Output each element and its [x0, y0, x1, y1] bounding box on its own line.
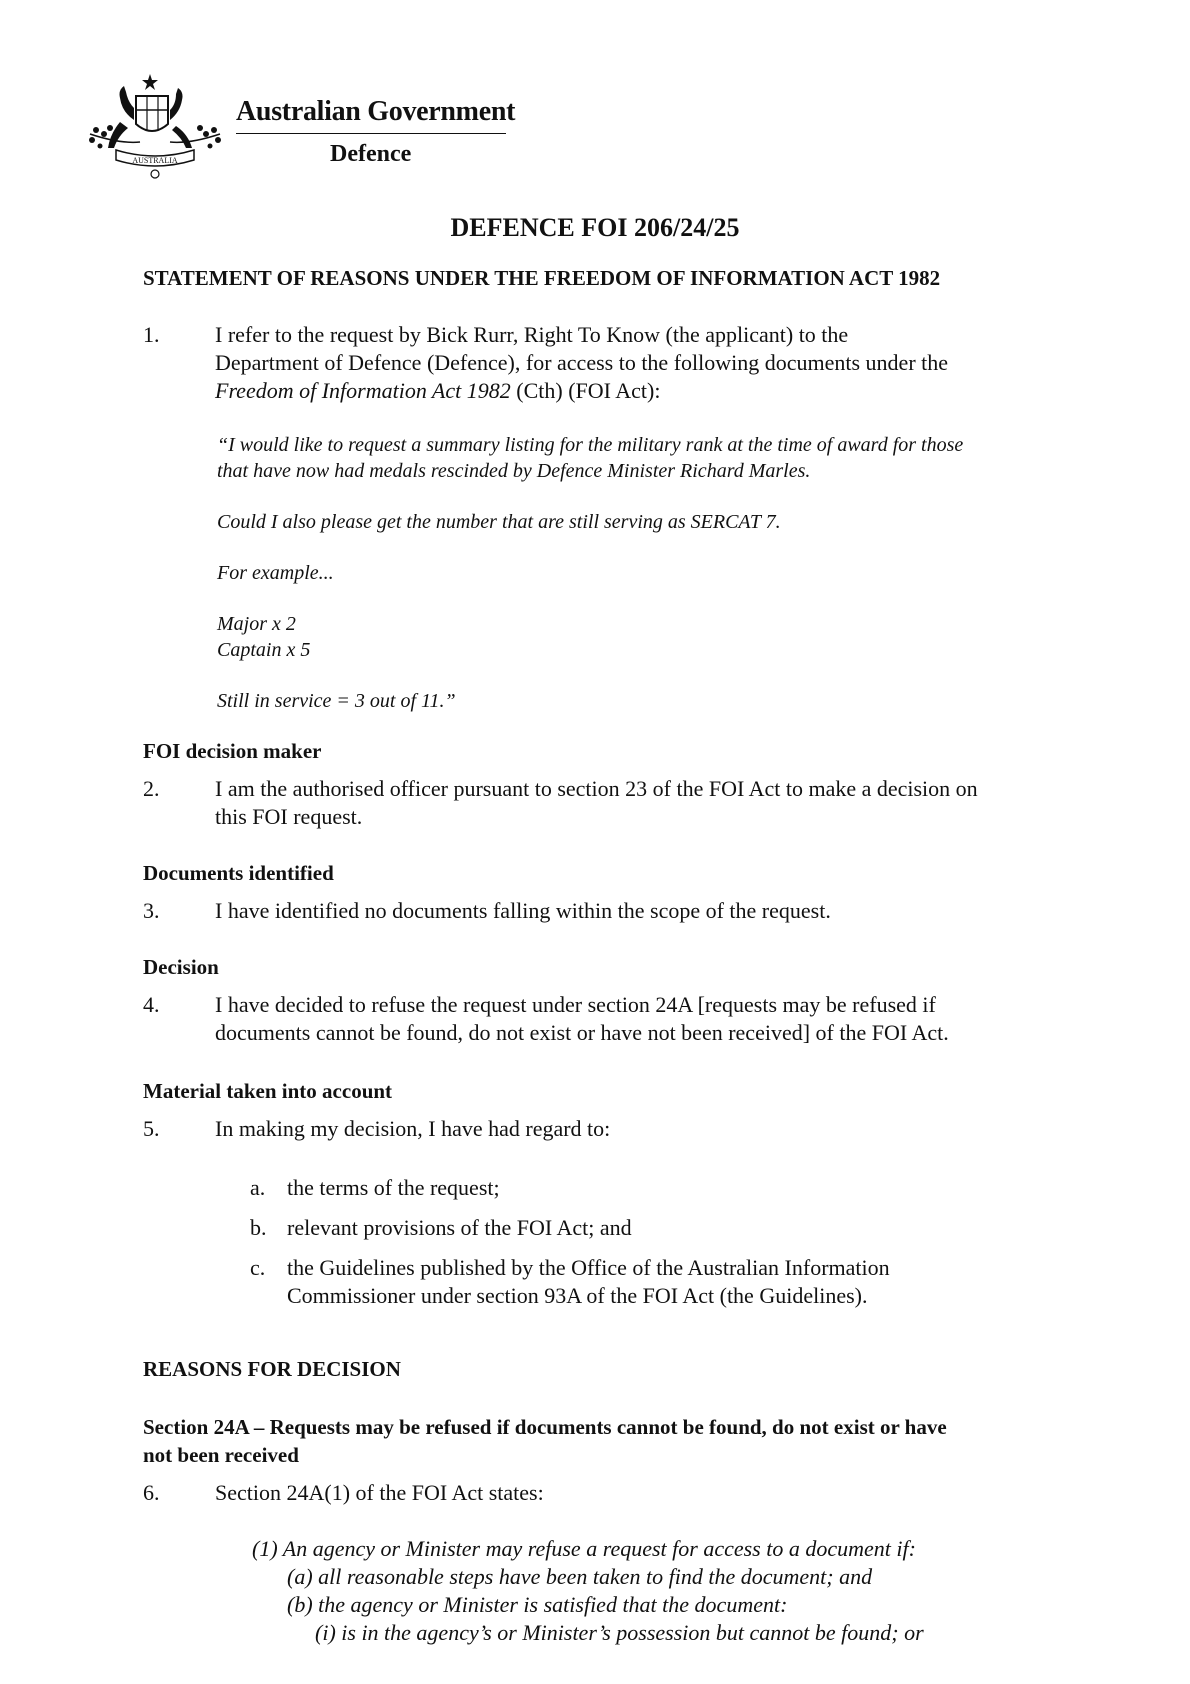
paragraph-line: I refer to the request by Bick Rurr, Right To Know (the applicant) to the [215, 322, 849, 347]
paragraph-number: 6. [143, 1480, 160, 1505]
paragraph-line: I have decided to refuse the request under section 24A [requests may be refused if [215, 992, 936, 1017]
paragraph-line: In making my decision, I have had regard to: [215, 1116, 611, 1141]
legislation-line: (1) An agency or Minister may refuse a request for access to a document if: [252, 1536, 916, 1561]
legislation-line: (a) all reasonable steps have been taken to find the document; and [287, 1564, 873, 1589]
quote-line: that have now had medals rescinded by Defence Minister Richard Marles. [217, 460, 811, 482]
section-heading: Material taken into account [143, 1079, 393, 1103]
list-item-letter: b. [250, 1215, 267, 1240]
quote-line: Still in service = 3 out of 11.” [217, 690, 456, 712]
paragraph-line [215, 377, 660, 405]
paragraph-line: I have identified no documents falling within the scope of the request. [215, 898, 831, 923]
paragraph-line: Section 24A(1) of the FOI Act states: [215, 1480, 544, 1505]
page-title: DEFENCE FOI 206/24/25 [450, 213, 740, 242]
act-title-suffix: (Cth) (FOI Act): [510, 378, 661, 403]
section-heading: Documents identified [143, 861, 334, 885]
government-name: Australian Government [236, 96, 516, 127]
section-heading: REASONS FOR DECISION [143, 1357, 401, 1381]
section-heading: not been received [143, 1443, 299, 1467]
coat-of-arms-icon [80, 72, 230, 180]
quote-line: Could I also please get the number that are still serving as SERCAT 7. [217, 511, 781, 533]
list-item: Commissioner under section 93A of the FOI Act (the Guidelines). [287, 1283, 868, 1308]
header-divider [236, 133, 506, 134]
legislation-line: (i) is in the agency’s or Minister’s possession but cannot be found; or [315, 1620, 924, 1645]
section-heading: Decision [143, 955, 219, 979]
legislation-line: (b) the agency or Minister is satisfied that the document: [287, 1592, 788, 1617]
paragraph-number: 4. [143, 992, 160, 1017]
paragraph-number: 1. [143, 322, 160, 347]
paragraph-number: 2. [143, 776, 160, 801]
department-name: Defence [330, 141, 412, 167]
list-item-letter: a. [250, 1175, 266, 1200]
list-item: the terms of the request; [287, 1175, 500, 1200]
section-heading: FOI decision maker [143, 739, 322, 763]
paragraph-line: documents cannot be found, do not exist or have not been received] of the FOI Act. [215, 1020, 949, 1045]
quote-line: Captain x 5 [217, 639, 311, 661]
section-heading: Section 24A – Requests may be refused if documents cannot be found, do not exist or have [143, 1415, 947, 1439]
paragraph-line: Department of Defence (Defence), for access to the following documents under the [215, 350, 949, 375]
quote-line: For example... [217, 562, 334, 584]
paragraph-number: 3. [143, 898, 160, 923]
page-subtitle: STATEMENT OF REASONS UNDER THE FREEDOM OF INFORMATION ACT 1982 [143, 266, 941, 290]
paragraph-line: I am the authorised officer pursuant to section 23 of the FOI Act to make a decision on [215, 776, 978, 801]
paragraph-number: 5. [143, 1116, 160, 1141]
list-item-letter: c. [250, 1255, 266, 1280]
paragraph-line: this FOI request. [215, 804, 363, 829]
quote-line: Major x 2 [217, 613, 296, 635]
act-title: Freedom of Information Act 1982 [215, 378, 511, 403]
crest-scroll-text: AUSTRALIA [132, 156, 178, 165]
quote-line: “I would like to request a summary listing for the military rank at the time of award for those [217, 434, 964, 456]
list-item: relevant provisions of the FOI Act; and [287, 1215, 632, 1240]
list-item: the Guidelines published by the Office of the Australian Information [287, 1255, 890, 1280]
